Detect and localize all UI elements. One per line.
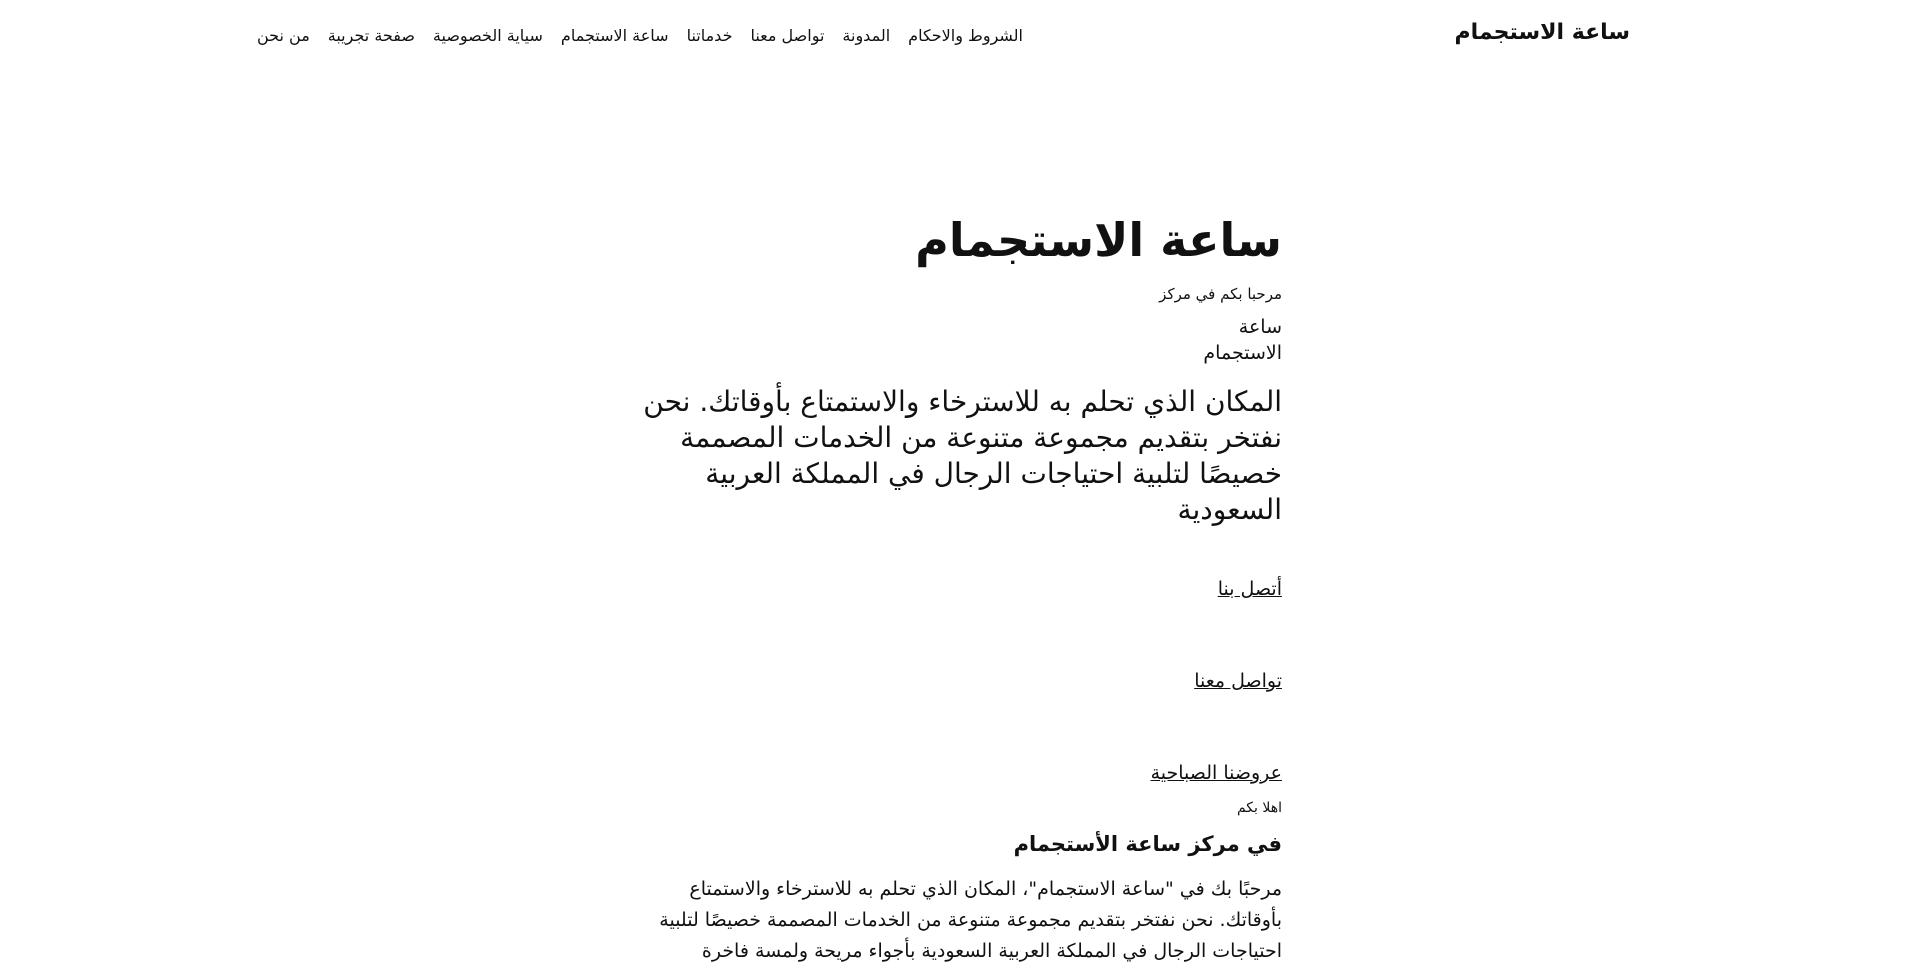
main-content bbox=[622, 210, 1282, 967]
hero-center-name: ساعة الاستجمام bbox=[1203, 316, 1282, 364]
contact-us-block bbox=[622, 576, 1282, 602]
intro-body-text: مرحبًا بك في "ساعة الاستجمام"، المكان الذي تحلم به للاسترخاء والاستمتاع بأوقاتك. نحن نفتخر بتقديم مجموعة متنوعة من الخدمات المصممة خصيصًا لتلبية احتياجات الرجال في المملكة العربية السعودية بأجواء مريحة ولمسة فاخرة bbox=[659, 878, 1282, 962]
contact-us-link[interactable]: أتصل بنا bbox=[1217, 578, 1282, 600]
nav-link-home[interactable]: ساعة الاستجمام bbox=[560, 26, 669, 45]
morning-offers-block bbox=[622, 760, 1282, 786]
nav-link-sample-page[interactable]: صفحة تجريبة bbox=[327, 26, 415, 45]
reach-us-block bbox=[622, 668, 1282, 694]
hero-welcome-text: مرحبا بكم في مركز bbox=[1159, 285, 1282, 303]
brand-logo-link[interactable]: ساعة الاستجمام bbox=[1454, 20, 1630, 45]
nav-link-about[interactable]: من نحن bbox=[256, 26, 310, 45]
hero-description: المكان الذي تحلم به للاسترخاء والاستمتاع بأوقاتك. نحن نفتخر بتقديم مجموعة متنوعة من الخدمات المصممة خصيصًا لتلبية احتياجات الرجال في المملكة العربية السعودية bbox=[643, 385, 1282, 526]
hero-title: ساعة الاستجمام bbox=[915, 213, 1282, 267]
nav-link-contact[interactable]: تواصل معنا bbox=[750, 26, 825, 45]
nav-link-terms[interactable]: الشروط والاحكام bbox=[908, 26, 1023, 45]
intro-greeting: اهلا بكم bbox=[1236, 800, 1282, 816]
main-nav bbox=[257, 26, 1023, 45]
nav-link-privacy[interactable]: سياية الخصوصية bbox=[432, 26, 543, 45]
nav-link-services[interactable]: خدماتنا bbox=[686, 26, 733, 45]
nav-link-blog[interactable]: المدونة bbox=[842, 26, 891, 45]
intro-subheading: في مركز ساعة الأستجمام bbox=[1013, 832, 1282, 856]
reach-us-link[interactable]: تواصل معنا bbox=[1194, 670, 1282, 692]
site-header bbox=[0, 0, 1920, 72]
morning-offers-link[interactable]: عروضنا الصباحية bbox=[1150, 762, 1282, 784]
